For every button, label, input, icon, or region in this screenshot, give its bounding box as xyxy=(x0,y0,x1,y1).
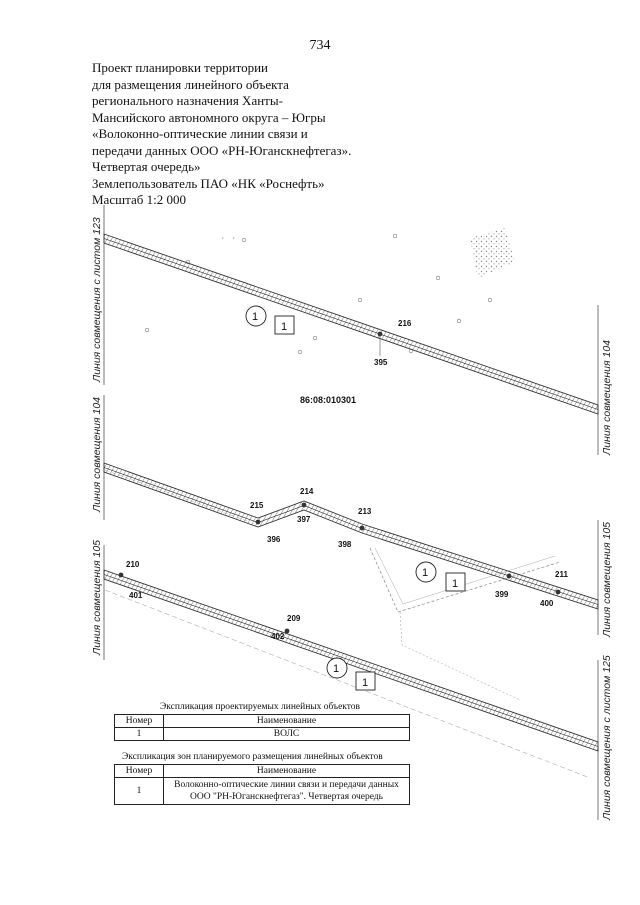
zone-number: 1 xyxy=(333,663,340,675)
point-label-399: 399 xyxy=(495,590,509,599)
header-line: Землепользователь ПАО «НК «Роснефть» xyxy=(92,175,325,191)
header-line: передачи данных ООО «РН-Юганскнефтегаз». xyxy=(92,142,352,158)
map-symbols xyxy=(145,234,492,354)
table-header-cell: Номер xyxy=(115,765,164,778)
table-linear-objects xyxy=(114,714,410,741)
table-header-row xyxy=(115,765,410,778)
match-label-104-right: Линия совмещения 104 xyxy=(601,340,613,455)
header-line: Мансийского автономного округа – Югры xyxy=(92,109,326,125)
cable-route-segment-1 xyxy=(104,234,598,414)
point-label-395: 395 xyxy=(374,358,388,367)
object-number: 1 xyxy=(452,578,459,590)
table-header-row xyxy=(115,715,410,728)
match-label-sheet125: Линия совмещения с листом 125 xyxy=(601,655,613,820)
turn-point-marker xyxy=(302,503,307,508)
turn-point-marker xyxy=(285,629,290,634)
cadastral-number: 86:08:010301 xyxy=(300,395,357,405)
object-number: 1 xyxy=(281,321,288,333)
turn-point-marker xyxy=(556,590,561,595)
header-line: для размещения линейного объекта xyxy=(92,76,289,92)
point-label-396: 396 xyxy=(267,535,281,544)
table-header-cell: Наименование xyxy=(164,765,410,778)
table2-caption: Экспликация зон планируемого размещения линейных объектов xyxy=(122,752,383,762)
zone-number: 1 xyxy=(422,567,429,579)
table-row xyxy=(115,728,410,741)
point-label-400: 400 xyxy=(540,599,554,608)
point-label-214: 214 xyxy=(300,487,314,496)
match-label-105-left: Линия совмещения 105 xyxy=(91,540,103,655)
table-header-cell: Наименование xyxy=(164,715,410,728)
turn-point-marker xyxy=(119,573,124,578)
table-cell: 1 xyxy=(115,778,164,805)
map-note: • xyxy=(222,235,224,240)
table-cell: 1 xyxy=(115,728,164,741)
object-number: 1 xyxy=(362,677,369,689)
turn-point-marker xyxy=(507,574,512,579)
header-line: «Волоконно-оптические линии связи и xyxy=(92,126,308,141)
header-line: Проект планировки территории xyxy=(92,60,269,75)
table-header-cell: Номер xyxy=(115,715,164,728)
match-label-105-right: Линия совмещения 105 xyxy=(601,522,613,637)
point-label-398: 398 xyxy=(338,540,352,549)
point-label-211: 211 xyxy=(555,570,568,579)
vegetation-area xyxy=(470,228,515,278)
map-note: • xyxy=(233,235,235,240)
header-line: регионального назначения Ханты- xyxy=(92,93,283,108)
point-label-209: 209 xyxy=(287,614,301,623)
zone-number: 1 xyxy=(252,311,259,323)
road-edge xyxy=(105,590,590,778)
table-row xyxy=(115,778,410,805)
point-label-210: 210 xyxy=(126,560,140,569)
point-label-215: 215 xyxy=(250,501,264,510)
turn-point-marker xyxy=(360,526,365,531)
point-label-397: 397 xyxy=(297,515,311,524)
header-line: Четвертая очередь» xyxy=(92,159,201,174)
match-label-104-left: Линия совмещения 104 xyxy=(91,397,103,512)
header-line: Масштаб 1:2 000 xyxy=(92,192,186,207)
point-label-216: 216 xyxy=(398,319,412,328)
point-label-401: 401 xyxy=(129,591,143,600)
cable-route-segment-2 xyxy=(104,463,598,609)
point-label-213: 213 xyxy=(358,507,372,516)
table-placement-zones xyxy=(114,764,410,805)
table1-caption: Экспликация проектируемых линейных объектов xyxy=(160,702,361,712)
page-number: 734 xyxy=(309,38,331,53)
table-cell: ВОЛС xyxy=(164,728,410,741)
turn-point-marker xyxy=(256,520,261,525)
match-label-sheet123: Линия совмещения с листом 123 xyxy=(91,217,103,382)
table-cell: Волоконно-оптические линии связи и передачи данных ООО "РН-Юганскнефтегаз". Четвертая очередь xyxy=(164,778,410,805)
point-label-402: 402 xyxy=(271,632,285,641)
